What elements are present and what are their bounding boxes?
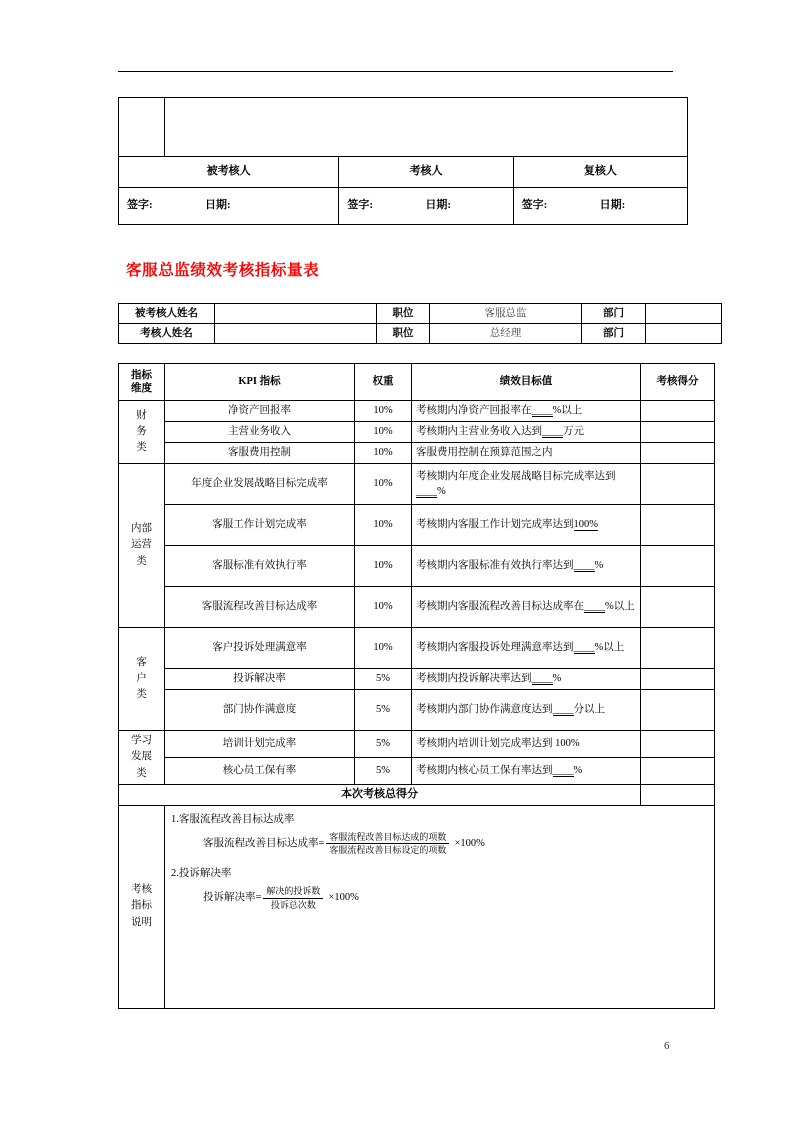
dimension-char: 务 [136,425,147,437]
signature-blank-right [165,98,688,157]
target-text: 考核期内投诉解决率达到 [416,673,532,685]
target-text: 考核期内核心员工保有率达到 [416,765,553,777]
target-blank: 100% [573,519,598,531]
kpi-score-input[interactable] [641,401,715,422]
page-title: 客服总监绩效考核指标量表 [126,262,320,279]
target-text: 客服费用控制在预算范围之内 [416,447,553,459]
target-text-post: % [573,765,583,777]
appraiser-position-value: 总经理 [430,324,582,344]
kpi-weight: 5% [355,731,412,758]
kpi-name: 客服工作计划完成率 [165,505,355,546]
kpi-target [412,690,641,731]
kpi-score-input[interactable] [641,757,715,784]
dimension-char: 运营 [131,539,152,551]
table-row [119,188,688,225]
table-row [119,546,715,587]
explanation-label-line: 说明 [131,917,152,929]
dimension-char: 户 [136,672,147,684]
target-text-post: 万元 [563,426,584,438]
formula-lhs: 客服流程改善目标达成率= [203,837,325,849]
role-cell-appraisee: 被考核人 [119,157,339,188]
kpi-weight: 5% [355,669,412,690]
formula-lhs: 投诉解决率= [203,892,262,904]
formula-denominator: 投诉总次数 [270,899,316,910]
appraisee-name-input[interactable] [215,304,377,324]
table-row [119,784,715,805]
kpi-score-input[interactable] [641,669,715,690]
formula-multiplier: ×100% [328,892,359,904]
kpi-weight: 10% [355,422,412,443]
dimension-char: 发展 [131,751,152,763]
target-blank: ____ [552,704,574,716]
kpi-weight: 10% [355,628,412,669]
explanation-item-heading: 2.投诉解决率 [171,868,232,880]
header-rule [118,71,673,72]
kpi-weight: 10% [355,546,412,587]
header-kpi: KPI 指标 [165,364,355,401]
signature-blank-left [119,98,165,157]
kpi-target [412,587,641,628]
formula-numerator: 客服流程改善目标达成的项数 [326,832,449,845]
kpi-score-input[interactable] [641,731,715,758]
kpi-name: 投诉解决率 [165,669,355,690]
kpi-weight: 10% [355,464,412,505]
dimension-char: 类 [136,689,147,701]
table-row [119,157,688,188]
sign-label: 签字: [127,199,153,212]
kpi-score-input[interactable] [641,546,715,587]
kpi-name: 部门协作满意度 [165,690,355,731]
target-text-post: % [552,673,562,685]
table-row [119,690,715,731]
appraisee-name-label: 被考核人姓名 [119,304,215,324]
header-dimension [119,364,165,401]
table-row [119,401,715,422]
dimension-char: 类 [136,555,147,567]
table-row [119,98,688,157]
formula-process-improvement [203,832,710,857]
formula-numerator: 解决的投诉数 [263,886,323,899]
target-blank: ____ [531,405,553,417]
kpi-score-input[interactable] [641,464,715,505]
dimension-char: 内部 [131,523,152,535]
target-text: 考核期内培训计划完成率达到 100% [416,738,580,750]
date-label: 日期: [599,199,626,212]
kpi-score-input[interactable] [641,422,715,443]
kpi-name: 核心员工保有率 [165,757,355,784]
appraiser-name-label: 考核人姓名 [119,324,215,344]
kpi-score-input[interactable] [641,443,715,464]
table-row [119,422,715,443]
target-text: 考核期内客服流程改善目标达成率在 [416,601,584,613]
table-row [119,757,715,784]
kpi-target [412,757,641,784]
explanation-body [165,805,715,1008]
date-label: 日期: [205,199,231,212]
explanation-item-heading: 1.客服流程改善目标达成率 [171,813,295,825]
dimension-cell-internal-operations [119,464,165,628]
target-text: 考核期内净资产回报率在 [416,405,532,417]
kpi-target [412,401,641,422]
target-blank: ____ [573,560,595,572]
kpi-weight: 10% [355,443,412,464]
appraisee-department-label: 部门 [582,304,646,324]
target-text-post: 分以上 [573,704,605,716]
appraisee-department-input[interactable] [646,304,722,324]
kpi-weight: 5% [355,690,412,731]
target-text: 考核期内客服工作计划完成率达到 [416,519,574,531]
table-header-row [119,364,715,401]
page-number: 6 [664,1040,670,1052]
table-row [119,304,722,324]
explanation-label-line: 考核 [131,883,152,895]
target-blank: ____ [552,765,574,777]
explanation-label [119,805,165,1008]
signature-cell-reviewer[interactable] [513,188,687,225]
kpi-target [412,505,641,546]
role-cell-appraiser: 考核人 [339,157,513,188]
kpi-name: 培训计划完成率 [165,731,355,758]
formula-multiplier: ×100% [454,837,485,849]
role-cell-reviewer: 复核人 [513,157,687,188]
kpi-score-input[interactable] [641,587,715,628]
target-text-post: %以上 [552,405,583,417]
signature-table [118,97,688,225]
appraiser-department-label: 部门 [582,324,646,344]
appraisee-position-value: 客服总监 [430,304,582,324]
dimension-cell-finance [119,401,165,464]
table-row [119,464,715,505]
table-row [119,669,715,690]
formula-denominator: 客服流程改善目标设定的项数 [329,845,447,856]
target-blank: ____ [573,642,595,654]
signature-cell-appraiser[interactable] [339,188,513,225]
kpi-name: 年度企业发展战略目标完成率 [165,464,355,505]
total-score-label: 本次考核总得分 [119,784,641,805]
kpi-score-input[interactable] [641,690,715,731]
kpi-target [412,628,641,669]
formula-fraction [263,886,323,911]
table-row [119,805,715,1008]
target-text-post: %以上 [594,642,625,654]
header-weight: 权重 [355,364,412,401]
table-row [119,443,715,464]
sign-label: 签字: [521,199,548,212]
target-text-post: % [437,486,446,497]
table-row [119,628,715,669]
appraiser-position-label: 职位 [377,324,430,344]
total-score-input[interactable] [641,784,715,805]
kpi-target [412,546,641,587]
formula-complaint-resolution [203,886,710,911]
appraiser-department-input[interactable] [646,324,722,344]
table-row [119,324,722,344]
kpi-name: 客户投诉处理满意率 [165,628,355,669]
dimension-char: 客 [136,656,147,668]
kpi-score-input[interactable] [641,505,715,546]
kpi-target [412,422,641,443]
kpi-weight: 5% [355,757,412,784]
kpi-name: 客服费用控制 [165,443,355,464]
kpi-indicator-table [118,363,715,1009]
dimension-char: 财 [136,409,147,421]
signature-cell-appraisee[interactable] [119,188,339,225]
kpi-target [412,443,641,464]
sign-label: 签字: [347,199,373,212]
table-row [119,587,715,628]
kpi-weight: 10% [355,587,412,628]
kpi-target [412,464,641,505]
kpi-target [412,669,641,690]
target-text: 考核期内主营业务收入达到 [416,426,542,438]
dimension-char: 学习 [131,735,152,746]
target-blank: ____ [542,426,563,438]
dimension-char: 类 [136,442,147,454]
kpi-weight: 10% [355,505,412,546]
header-score: 考核得分 [641,364,715,401]
target-text-post: % [594,560,604,572]
explanation-label-line: 指标 [131,900,152,912]
formula-fraction [326,832,449,857]
appraisee-position-label: 职位 [377,304,430,324]
kpi-weight: 10% [355,401,412,422]
dimension-cell-customer [119,628,165,731]
header-dimension-line1: 指标 [131,369,152,381]
table-row [119,731,715,758]
target-blank: ____ [584,601,605,613]
kpi-name: 净资产回报率 [165,401,355,422]
dimension-char: 类 [136,767,147,779]
target-text: 考核期内年度企业发展战略目标完成率达到 [416,470,616,482]
header-dimension-line2: 维度 [131,383,152,394]
target-blank: ____ [531,673,553,685]
kpi-name: 客服标准有效执行率 [165,546,355,587]
kpi-score-input[interactable] [641,628,715,669]
kpi-target [412,731,641,758]
target-text: 考核期内客服标准有效执行率达到 [416,560,574,572]
target-text-post: %以上 [605,601,635,613]
dimension-cell-learning-development [119,731,165,785]
kpi-name: 主营业务收入 [165,422,355,443]
target-text: 考核期内部门协作满意度达到 [416,704,553,716]
target-blank: ____ [416,486,437,497]
target-text: 考核期内客服投诉处理满意率达到 [416,642,574,654]
kpi-name: 客服流程改善目标达成率 [165,587,355,628]
appraiser-name-input[interactable] [215,324,377,344]
date-label: 日期: [425,199,451,212]
appraisal-info-table [118,303,722,344]
header-target: 绩效目标值 [412,364,641,401]
table-row [119,505,715,546]
